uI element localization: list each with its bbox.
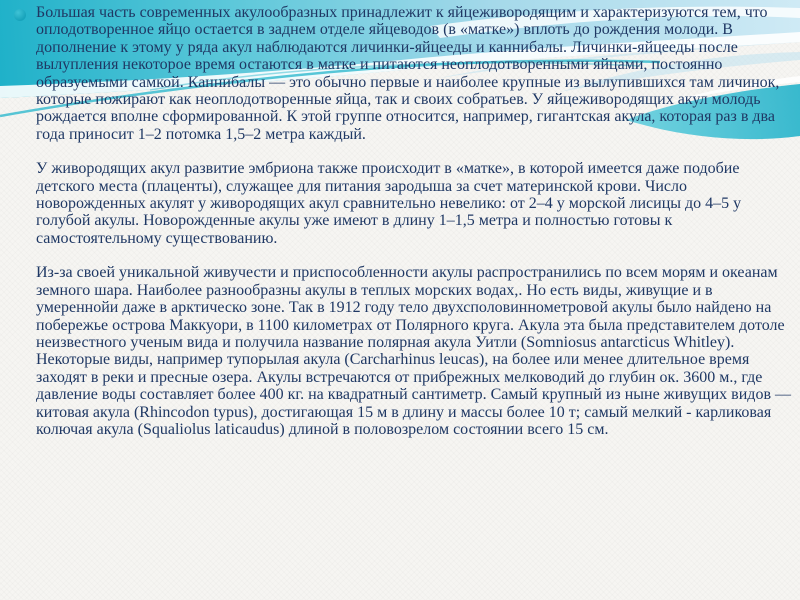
bullet-text <box>36 4 792 438</box>
slide-body <box>14 4 792 438</box>
bullet-icon <box>14 9 26 21</box>
paragraph-ovoviviparous-sharks: Большая часть современных акулообразных принадлежит к яйцеживородящим и характеризуются тем, что оплодотворенное яйцо остается в заднем отделе яйцеводов (в «матке») вплоть до рождения молоди. В дополнение к этому у ряда акул наблюдаются личинки-яйцееды и каннибалы. Личинки-яйцееды после вылупления некоторое время остаются в матке и питаются неоплодотворенными яйцами, постоянно образуемыми самкой. Каннибалы — это обычно первые и наиболее крупные из вылупившихся там личинок, которые пожирают как неоплодотворенные яйца, так и своих собратьев. У яйцеживородящих акул молодь рождается вполне сформированной. К этой группе относится, например, гигантская акула, которая раз в два года приносит 1–2 потомка 1,5–2 метра каждый. <box>36 4 780 143</box>
paragraph-shark-distribution: Из-за своей уникальной живучести и приспособленности акулы распространились по всем морям и океанам земного шара. Наиболее разнообразны акулы в теплых морских водах,. Но есть виды, живущие и в умереннойи даже в арктическо зоне. Так в 1912 году тело двухсполовиннометровой акулы было найдено на побережье острова Маккуори, в 1100 километрах от Полярного круга. Акула эта была представителем дотоле неизвестного ученым вида и получила название полярная акула Уитли (Somniosus antarcticus Whitley). Некоторые виды, например тупорылая акула (Carcharhinus leucas), на более или менее длительное время заходят в реки и пресные озера. Акулы встречаются от прибрежных мелководий до глубин ок. 3600 м., где давление воды составляет более 400 кг. на квадратный сантиметр. Самый крупный из ныне живущих видов — китовая акула (Rhincodon typus), достигающая 15 м в длину и массы более 10 т; самый мелкий - карликовая колючая акула (Squaliolus laticaudus) длиной в половозрелом состоянии всего 15 см. <box>36 264 791 438</box>
paragraph-viviparous-sharks: У живородящих акул развитие эмбриона также происходит в «матке», в которой имеется даже подобие детского места (плаценты), служащее для питания зародыша за счет материнской крови. Число новорожденных акулят у живородящих акул сравнительно невелико: от 2–4 у морской лисицы до 4–5 у голубой акулы. Новорожденные акулы уже имеют в длину 1–1,5 метра и полностью готовы к самостоятельному существованию. <box>36 160 742 247</box>
